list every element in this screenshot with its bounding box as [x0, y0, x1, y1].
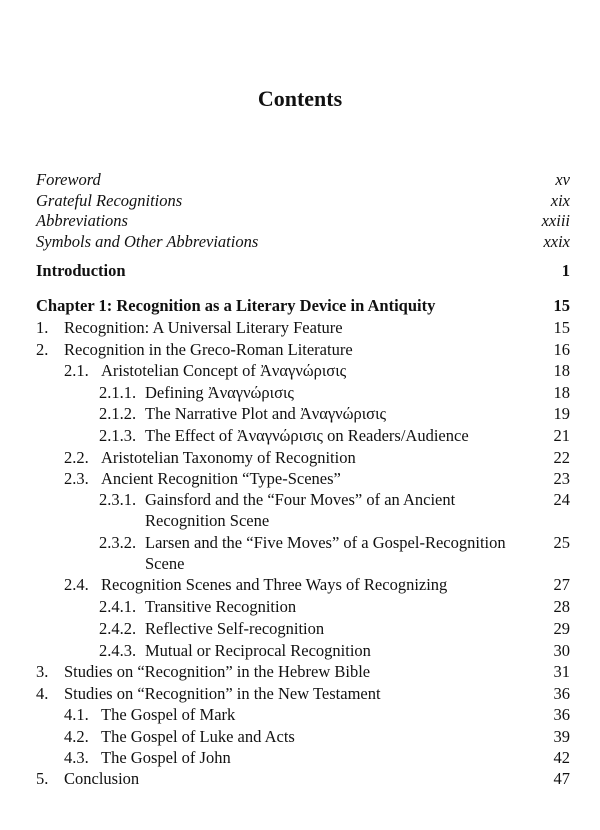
toc-entry-page: 36 [553, 684, 570, 703]
toc-entry-title: Aristotelian Concept of Ἀναγνώρισις [101, 361, 347, 380]
toc-entry-title: Mutual or Reciprocal Recognition [145, 641, 371, 660]
toc-entry-page: 19 [553, 404, 570, 423]
toc-entry-page: 29 [553, 619, 570, 638]
toc-entry-page: 15 [553, 296, 570, 315]
toc-entry-number: 2.1.2. [99, 404, 137, 423]
toc-entry-page: 16 [553, 340, 570, 359]
toc-entry-title: Gainsford and the “Four Moves” of an Ancient Recognition Scene [145, 490, 456, 530]
toc-entry-number: 4. [36, 684, 49, 703]
toc-entry-page: xxiii [541, 211, 570, 230]
toc-entry-title: The Gospel of John [101, 748, 231, 767]
toc-entry-number: 2.4.2. [99, 619, 137, 638]
toc-entry-number: 4.2. [64, 727, 89, 746]
toc-entry-title: Conclusion [64, 769, 140, 788]
toc-entry-number: 2.4. [64, 575, 89, 594]
toc-entry-title: The Gospel of Mark [101, 705, 236, 724]
toc-entry-page: 21 [553, 426, 570, 445]
toc-entry-title: The Narrative Plot and Ἀναγνώρισις [145, 404, 387, 423]
toc-entry-title: Introduction [36, 261, 126, 280]
toc-entry-page: 36 [553, 705, 570, 724]
toc-entry-title: Larsen and the “Five Moves” of a Gospel-Recognition Scene [145, 533, 506, 573]
toc-entry-number: 4.3. [64, 748, 89, 767]
toc-entry-title: Recognition Scenes and Three Ways of Recognizing [101, 575, 448, 594]
toc-entry-page: 22 [553, 448, 570, 467]
toc-entry-page: 18 [553, 383, 570, 402]
toc-entry-number: 2.2. [64, 448, 89, 467]
toc-entry[interactable] [0, 532, 600, 574]
toc-entry-title: Grateful Recognitions [36, 191, 183, 210]
toc-entry-title: Studies on “Recognition” in the New Testament [64, 684, 381, 703]
toc-entry-page: 42 [553, 748, 570, 767]
toc-entry-number: 2.1.1. [99, 383, 137, 402]
toc-entry-title: Transitive Recognition [145, 597, 297, 616]
toc-entry-title: The Gospel of Luke and Acts [101, 727, 295, 746]
toc-entry-page: 47 [553, 769, 570, 788]
toc-entry-page: 15 [553, 318, 570, 337]
toc-entry-number: 2.4.1. [99, 597, 137, 616]
toc-entry-number: 2. [36, 340, 49, 359]
toc-entry-number: 2.3.1. [99, 490, 137, 509]
toc-entry-number: 2.3. [64, 469, 89, 488]
toc-entry-page: 25 [553, 533, 570, 552]
toc-entry-page: xix [550, 191, 570, 210]
toc-entry-page: xv [555, 170, 570, 189]
toc-entry-number: 3. [36, 662, 49, 681]
toc-entry-page: 24 [553, 490, 570, 509]
toc-entry-page: 1 [561, 261, 570, 280]
toc-entry-title: Defining Ἀναγνώρισις [145, 383, 294, 402]
toc-entry-page: 31 [553, 662, 570, 681]
toc-entry-number: 4.1. [64, 705, 89, 724]
toc-entry-page: 27 [553, 575, 570, 594]
toc-entry[interactable] [0, 489, 600, 531]
toc-entry-number: 2.1. [64, 361, 89, 380]
toc-entry-number: 2.1.3. [99, 426, 137, 445]
page-title: Contents [257, 86, 343, 111]
toc-entry-title: Symbols and Other Abbreviations [36, 232, 259, 251]
toc-entry-title: Studies on “Recognition” in the Hebrew Bible [64, 662, 371, 681]
toc-entry-number: 2.3.2. [99, 533, 137, 552]
toc-entry-number: 5. [36, 769, 49, 788]
toc-entry-number: 1. [36, 318, 49, 337]
toc-entry-title: Recognition in the Greco-Roman Literature [64, 340, 353, 359]
toc-entry-page: 28 [553, 597, 570, 616]
toc-entry-page: 30 [553, 641, 570, 660]
toc-entry-number: 2.4.3. [99, 641, 137, 660]
toc-entry-title: Recognition: A Universal Literary Feature [64, 318, 343, 337]
toc-entry-page: 23 [553, 469, 570, 488]
toc-entry-title: Ancient Recognition “Type-Scenes” [101, 469, 341, 488]
toc-entry-page: xxix [543, 232, 570, 251]
toc-entry-title: Abbreviations [36, 211, 128, 230]
toc-entry-title: Chapter 1: Recognition as a Literary Device in Antiquity [36, 296, 436, 315]
toc-entry-title: Reflective Self-recognition [145, 619, 325, 638]
toc-entry-page: 39 [553, 727, 570, 746]
toc-entry-title: The Effect of Ἀναγνώρισις on Readers/Audience [145, 426, 469, 445]
toc-entry-title: Aristotelian Taxonomy of Recognition [101, 448, 356, 467]
toc-entry-page: 18 [553, 361, 570, 380]
toc-entry-title: Foreword [36, 170, 101, 189]
